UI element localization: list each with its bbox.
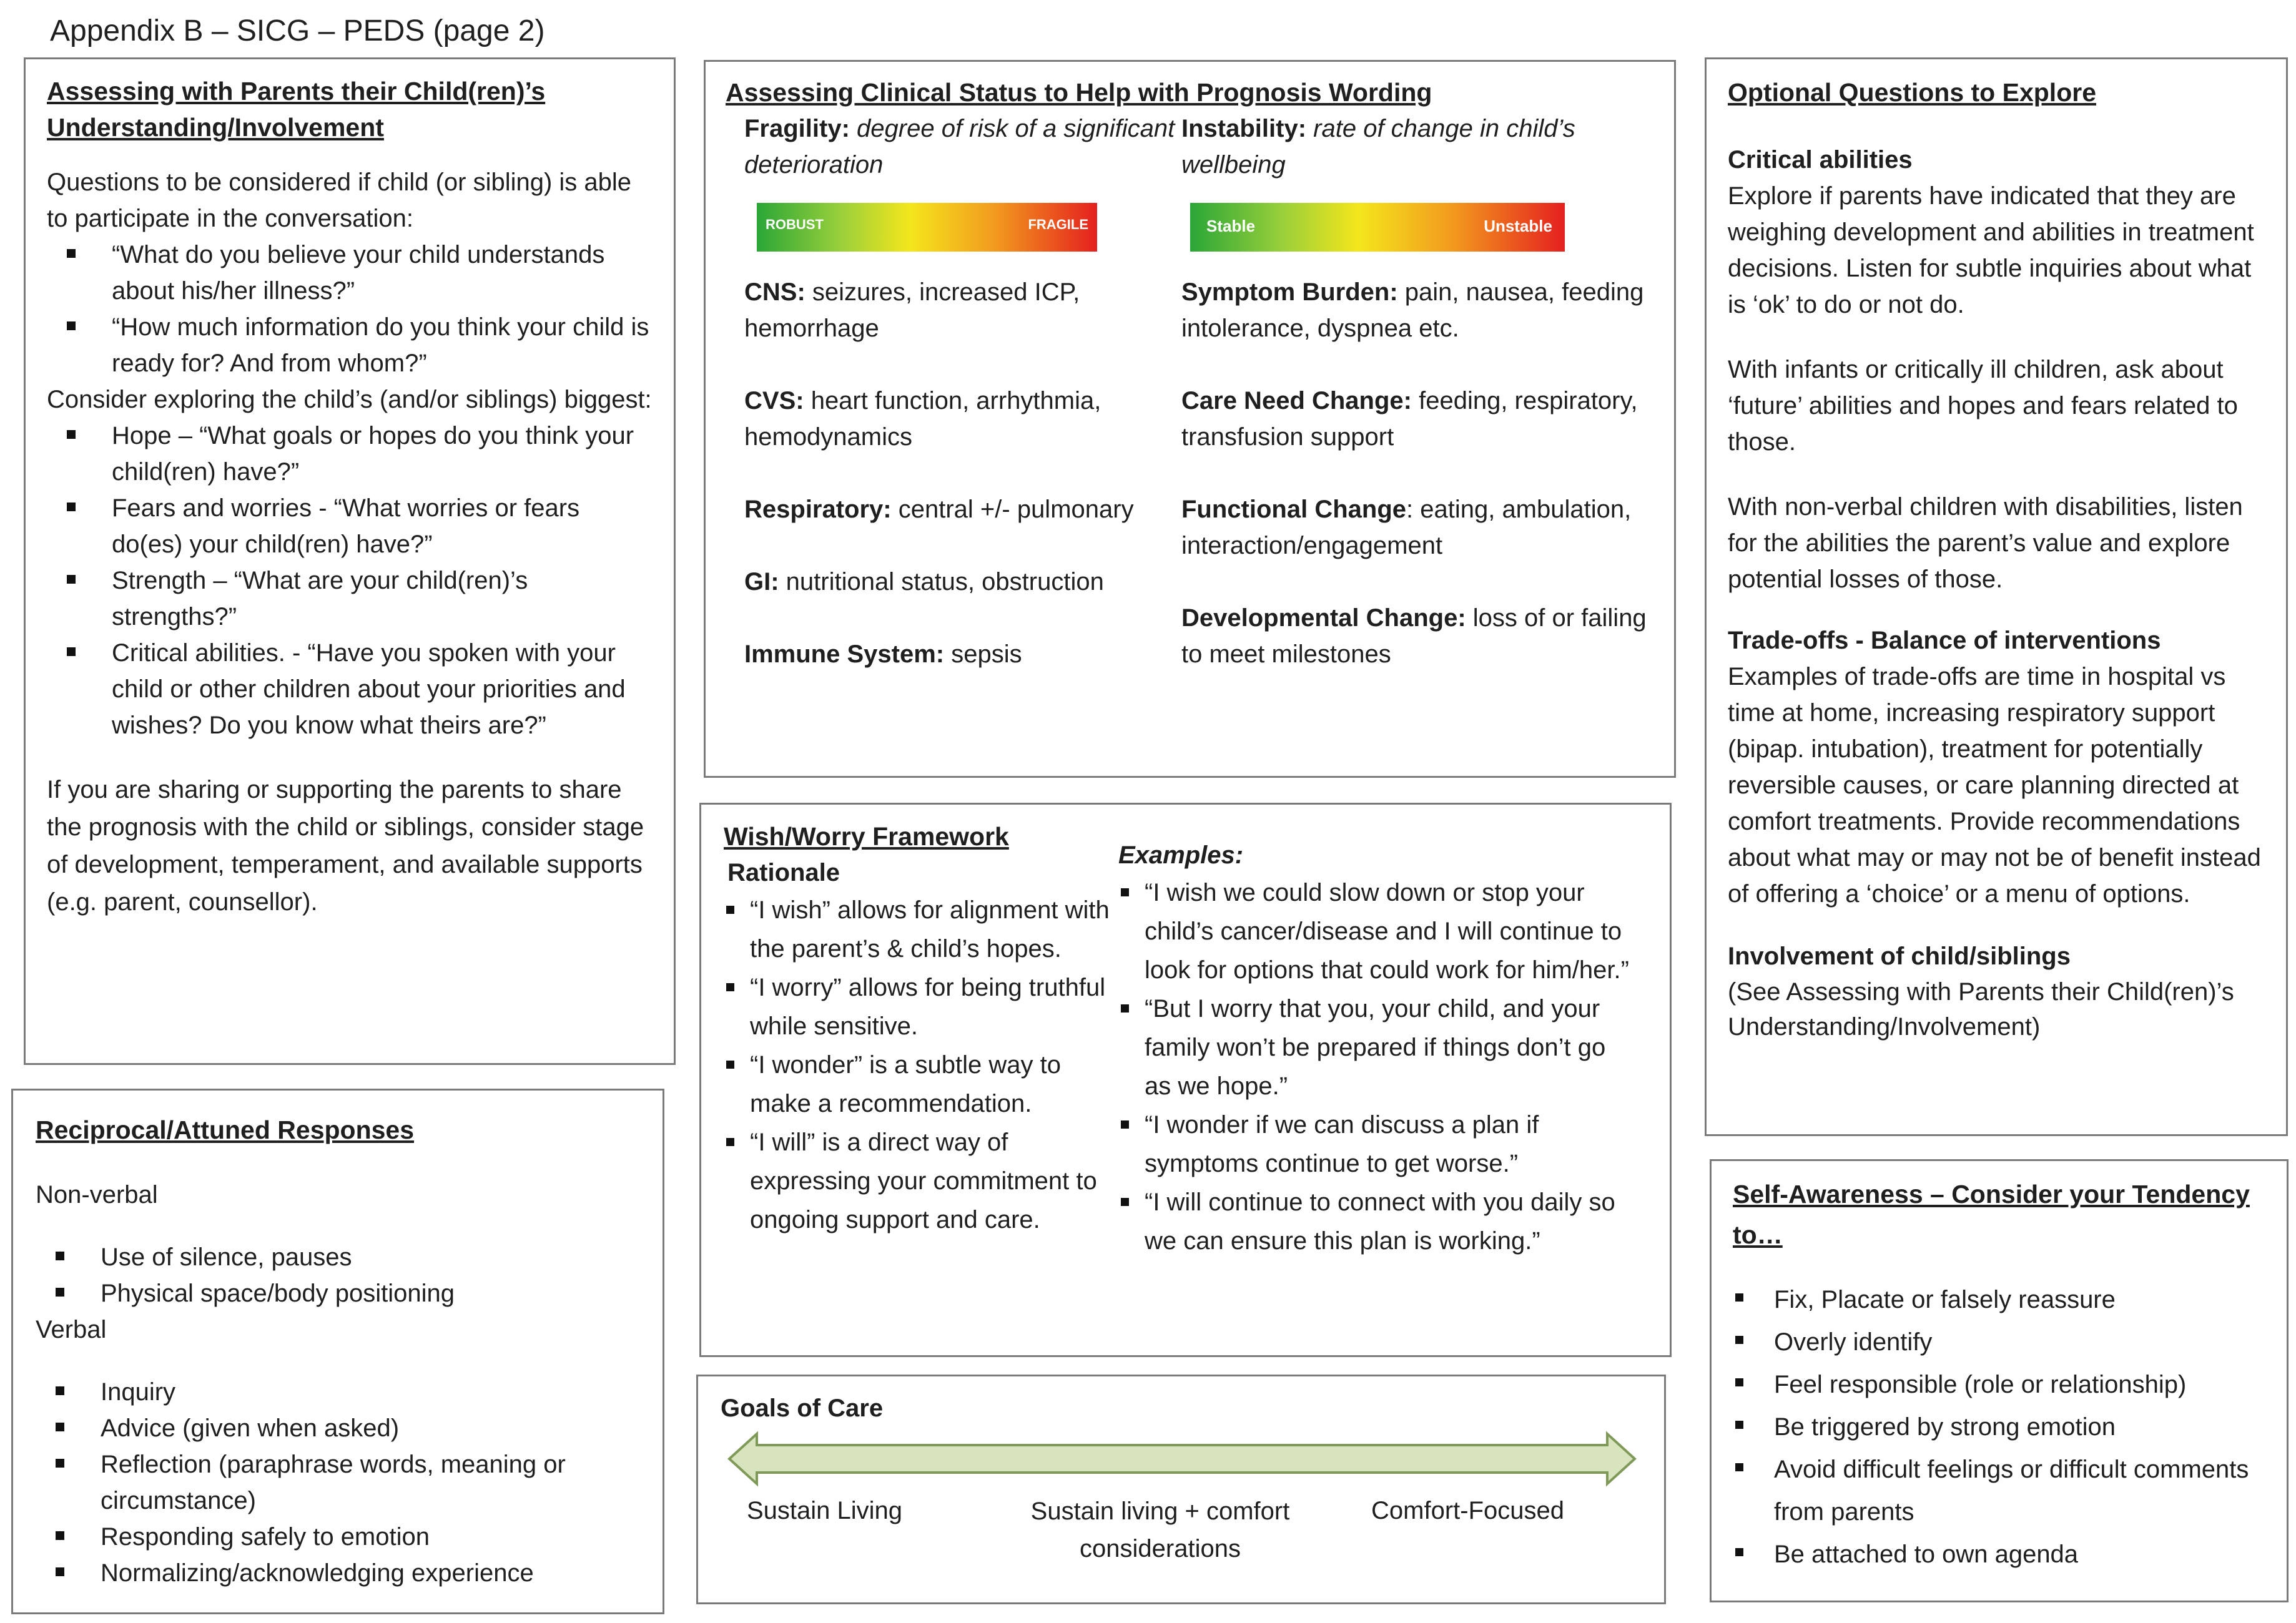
examples-heading: Examples: — [1118, 841, 1244, 869]
clinical-item: CNS: seizures, increased ICP, hemorrhage — [744, 278, 1080, 342]
list-item: Physical space/body positioning — [36, 1275, 650, 1312]
optional-questions-box — [1705, 57, 2288, 1136]
assessing-parents-box — [24, 57, 676, 1065]
list-item: Be attached to own agenda — [1733, 1533, 2272, 1576]
list-item: “I worry” allows for being truthful while sensitive. — [724, 968, 1111, 1046]
list-item: Normalizing/acknowledging experience — [36, 1555, 650, 1591]
goals-of-care-box — [696, 1375, 1666, 1604]
assessing-parents-intro: Questions to be considered if child (or sibling) is able to participate in the conversation: — [47, 169, 632, 232]
list-item: Be triggered by strong emotion — [1733, 1406, 2272, 1448]
stable-label: Stable — [1206, 217, 1256, 235]
list-item: Hope – “What goals or hopes do you think your child(ren) have?” — [47, 418, 655, 490]
list-item: “I wonder if we can discuss a plan if symptoms continue to get worse.” — [1118, 1106, 1637, 1183]
middle-label: Sustain living + comfort considerations — [1030, 1498, 1290, 1562]
rationale-heading: Rationale — [727, 859, 840, 886]
list-item: “I wish we could slow down or stop your child’s cancer/disease and I will continue to look for options that could work for him/her.” — [1118, 873, 1637, 989]
clinical-item: Symptom Burden: pain, nausea, feeding intolerance, dyspnea etc. — [1181, 278, 1644, 342]
involvement-heading: Involvement of child/siblings — [1728, 943, 2071, 970]
clinical-item: Care Need Change: feeding, respiratory, transfusion support — [1181, 387, 1638, 451]
list-item: Reflection (paraphrase words, meaning or circumstance) — [36, 1446, 650, 1519]
comfort-focused-label: Comfort-Focused — [1371, 1497, 1564, 1524]
stable-unstable-scale — [1190, 203, 1565, 252]
clinical-item: Immune System: sepsis — [744, 640, 1022, 668]
verbal-heading: Verbal — [36, 1316, 107, 1343]
list-item: “But I worry that you, your child, and your family won’t be prepared if things don’t go as we hope.” — [1118, 989, 1637, 1106]
rationale-column — [724, 818, 1111, 1260]
optional-questions-title: Optional Questions to Explore — [1728, 78, 2096, 107]
nonverbal-list — [36, 1239, 650, 1312]
list-item: “I wish” allows for alignment with the parent’s & child’s hopes. — [724, 891, 1111, 968]
self-awareness-title-2: to… — [1733, 1220, 1783, 1249]
self-awareness-box — [1710, 1159, 2289, 1602]
list-item: “I wonder” is a subtle way to make a recommendation. — [724, 1046, 1111, 1123]
assessing-parents-title-1: Assessing with Parents their Child(ren)’s — [47, 77, 546, 105]
fragile-label: FRAGILE — [1028, 217, 1088, 232]
reciprocal-box — [11, 1089, 664, 1614]
goals-of-care-title: Goals of Care — [721, 1395, 884, 1422]
list-item: Feel responsible (role or relationship) — [1733, 1363, 2272, 1406]
tendency-list — [1733, 1278, 2272, 1576]
examples-column — [1118, 818, 1637, 1260]
list-item: Overly identify — [1733, 1321, 2272, 1363]
robust-fragile-scale — [757, 203, 1097, 252]
critical-p1: Explore if parents have indicated that they are weighing development and abilities in treatment decisions. Listen for subtle inquiries about what is ‘ok’ to do or not do. — [1728, 182, 2254, 318]
instability-column — [1181, 110, 1656, 709]
clinical-item: GI: nutritional status, obstruction — [744, 568, 1104, 596]
list-item: Fears and worries - “What worries or fears do(es) your child(ren) have?” — [47, 490, 655, 562]
clinical-item: Respiratory: central +/- pulmonary — [744, 496, 1134, 523]
tradeoffs-text: Examples of trade-offs are time in hospital vs time at home, increasing respiratory support (bipap. intubation), treatment for potentially reversible causes, or care planning directed at comfort treatments. Provide recommendations about what may or may not be of benefit instead of offering a ‘choice’ or a menu of options. — [1728, 663, 2261, 908]
self-awareness-title-1: Self-Awareness – Consider your Tendency — [1733, 1180, 2250, 1209]
reciprocal-title: Reciprocal/Attuned Responses — [36, 1116, 415, 1144]
sustain-living-label: Sustain Living — [747, 1497, 903, 1524]
assessing-parents-closing: If you are sharing or supporting the parents to share the prognosis with the child or siblings, consider stage of development, temperament, and available supports (e.g. parent, counsellor). — [47, 776, 644, 916]
list-item: “I will” is a direct way of expressing your commitment to ongoing support and care. — [724, 1123, 1111, 1239]
robust-label: ROBUST — [766, 217, 824, 232]
list-item: “I will continue to connect with you daily so we can ensure this plan is working.” — [1118, 1183, 1637, 1260]
unstable-label: Unstable — [1484, 217, 1552, 235]
list-item: Use of silence, pauses — [36, 1239, 650, 1275]
clinical-status-title: Assessing Clinical Status to Help with Prognosis Wording — [726, 78, 1432, 107]
instability-label: Instability: — [1181, 115, 1307, 142]
consider-text: Consider exploring the child’s (and/or siblings) biggest: — [47, 386, 652, 413]
assessing-parents-title-2: Understanding/Involvement — [47, 113, 384, 142]
list-item: Inquiry — [36, 1374, 650, 1410]
fragility-desc: degree of risk of a significant deterioration — [744, 115, 1175, 179]
tradeoffs-heading: Trade-offs - Balance of interventions — [1728, 627, 2161, 654]
rationale-list — [724, 891, 1111, 1239]
list-item: “What do you believe your child understands about his/her illness?” — [47, 237, 655, 309]
fragility-column — [744, 110, 1181, 709]
questions-list — [47, 237, 655, 381]
list-item: “How much information do you think your child is ready for? And from whom?” — [47, 309, 655, 381]
involvement-text: (See Assessing with Parents their Child(ren)’s Understanding/Involvement) — [1728, 978, 2234, 1041]
double-arrow-icon — [729, 1434, 1635, 1484]
list-item: Responding safely to emotion — [36, 1519, 650, 1555]
critical-p3: With non-verbal children with disabilities, listen for the abilities the parent’s value and explore potential losses of those. — [1728, 493, 2243, 593]
nonverbal-heading: Non-verbal — [36, 1181, 158, 1209]
wish-worry-box — [699, 803, 1672, 1357]
instability-desc: rate of change in child’s wellbeing — [1181, 115, 1575, 179]
examples-list — [1118, 873, 1637, 1260]
goals-of-care-arrow — [698, 1376, 1668, 1606]
critical-p2: With infants or critically ill children, ask about ‘future’ abilities and hopes and fears related to those. — [1728, 356, 2238, 456]
clinical-item: Functional Change: eating, ambulation, interaction/engagement — [1181, 496, 1632, 559]
list-item: Critical abilities. - “Have you spoken with your child or other children about your priorities and wishes? Do you know what theirs are?” — [47, 635, 655, 743]
clinical-status-box — [704, 60, 1676, 778]
list-item: Avoid difficult feelings or difficult comments from parents — [1733, 1448, 2272, 1533]
fragility-label: Fragility: — [744, 115, 850, 142]
critical-abilities-heading: Critical abilities — [1728, 146, 1913, 174]
list-item: Advice (given when asked) — [36, 1410, 650, 1446]
page-title: Appendix B – SICG – PEDS (page 2) — [50, 14, 545, 47]
clinical-item: Developmental Change: loss of or failing to meet milestones — [1181, 604, 1647, 668]
wish-worry-title: Wish/Worry Framework — [724, 822, 1009, 851]
list-item: Strength – “What are your child(ren)’s strengths?” — [47, 562, 655, 635]
list-item: Fix, Placate or falsely reassure — [1733, 1278, 2272, 1321]
verbal-list — [36, 1374, 650, 1591]
explore-list — [47, 418, 655, 743]
clinical-item: CVS: heart function, arrhythmia, hemodynamics — [744, 387, 1101, 451]
